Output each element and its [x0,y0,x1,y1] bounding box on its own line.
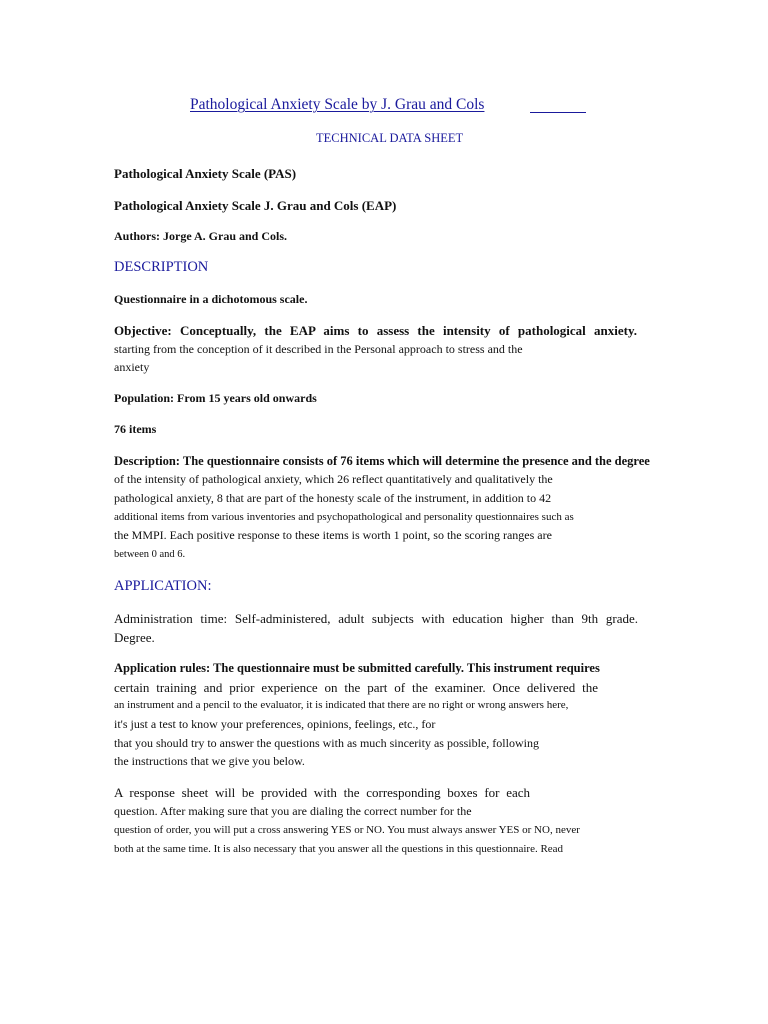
description-line-5: the MMPI. Each positive response to these items is worth 1 point, so the scoring ranges are [114,528,552,542]
description-line-4: additional items from various inventories and psychopathological and personality questionnaires such as [114,511,574,523]
rules-line-6: the instructions that we give you below. [114,754,305,768]
rules-line-1: Application rules: The questionnaire must be submitted carefully. This instrument requires [114,661,600,675]
description-line-6: between 0 and 6. [114,549,186,560]
scale-full-name: Pathological Anxiety Scale J. Grau and Cols (EAP) [114,198,397,213]
title-underline-extension [530,112,586,113]
administration-line-1: Administration time: Self-administered, adult subjects with education higher than 9th grade. [114,611,638,626]
items-line: 76 items [114,422,157,436]
rules-line-5: that you should try to answer the questions with as much sincerity as possible, following [114,736,539,750]
description-line-3: pathological anxiety, 8 that are part of the honesty scale of the instrument, in addition to 42 [114,491,552,505]
objective-line-2: starting from the conception of it described in the Personal approach to stress and the [114,342,523,356]
population-line: Population: From 15 years old onwards [114,391,317,405]
application-heading: APPLICATION: [114,578,212,594]
scale-name: Pathological Anxiety Scale (PAS) [114,166,297,181]
objective-line-3: anxiety [114,360,150,374]
description-heading: DESCRIPTION [114,259,209,275]
rules-line-2: certain training and prior experience on the part of the examiner. Once delivered the [114,680,598,695]
rules-line-4: it's just a test to know your preferences, opinions, feelings, etc., for [114,717,436,731]
objective-line-1: Objective: Conceptually, the EAP aims to assess the intensity of pathological anxiety. [114,323,637,338]
authors-line: Authors: Jorge A. Grau and Cols. [114,229,288,243]
response-line-2: question. After making sure that you are dialing the correct number for the [114,804,472,818]
rules-line-3: an instrument and a pencil to the evaluator, it is indicated that there are no right or wrong answers here, [114,699,569,711]
response-line-1: A response sheet will be provided with the corresponding boxes for each [114,785,530,800]
response-line-4: both at the same time. It is also necessary that you answer all the questions in this questionnaire. Read [114,843,564,855]
description-line-1: Description: The questionnaire consists of 76 items which will determine the presence and the degree [114,454,650,468]
description-line-2: of the intensity of pathological anxiety, which 26 reflect quantitatively and qualitatively the [114,472,553,486]
questionnaire-type: Questionnaire in a dichotomous scale. [114,292,308,306]
response-line-3: question of order, you will put a cross answering YES or NO. You must always answer YES or NO, never [114,824,580,836]
document-subtitle: TECHNICAL DATA SHEET [316,131,464,145]
administration-line-2: Degree. [114,630,155,645]
document-title: Pathological Anxiety Scale by J. Grau and Cols [190,96,485,113]
